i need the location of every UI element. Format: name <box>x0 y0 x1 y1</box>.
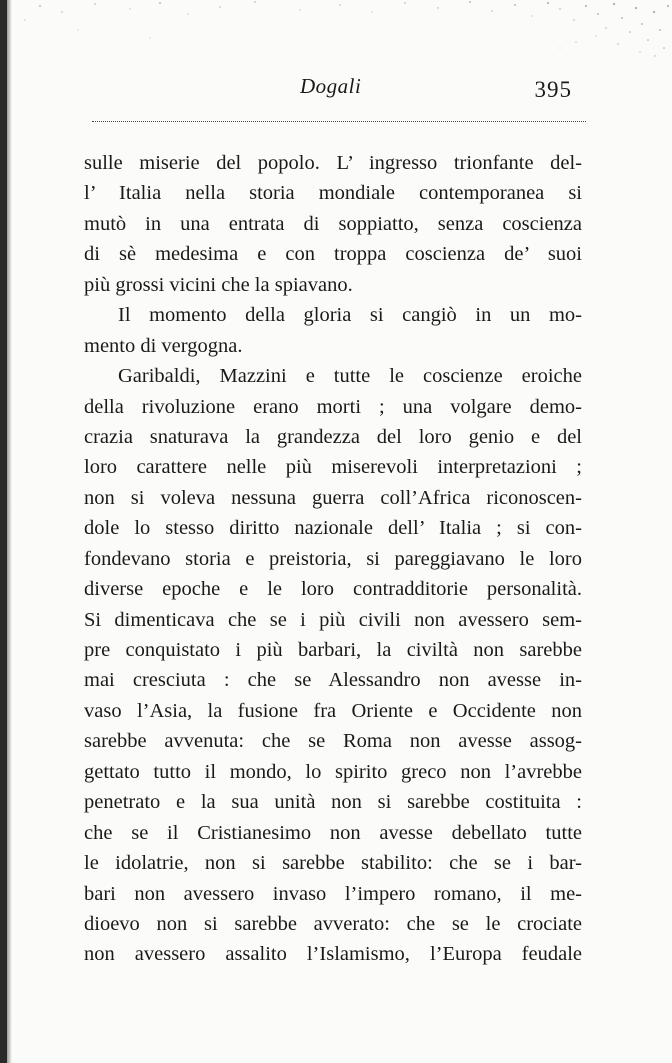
text-line: sarebbe avvenuta: che se Roma non avesse assog- <box>84 730 582 753</box>
page-number: 395 <box>534 77 572 102</box>
text-line: mutò in una entrata di soppiatto, senza coscienza <box>84 212 582 235</box>
text-line: l’ Italia nella storia mondiale contemporanea si <box>84 182 582 205</box>
text-line: Si dimenticava che se i più civili non avessero sem- <box>84 608 582 631</box>
text-line: dioevo non si sarebbe avverato: che se le crociate <box>84 912 582 935</box>
text-line: crazia snaturava la grandezza del loro genio e del <box>84 425 582 448</box>
text-line: non avessero assalito l’Islamismo, l’Europa feudale <box>84 943 582 966</box>
text-line: fondevano storia e preistoria, si pareggiavano le loro <box>84 547 582 570</box>
page-binding-shadow <box>7 0 12 1063</box>
header-dotted-rule <box>92 121 586 122</box>
text-line: le idolatrie, non si sarebbe stabilito: che se i bar- <box>84 852 582 875</box>
text-line: dole lo stesso diritto nazionale dell’ Italia ; si con- <box>84 517 582 540</box>
text-line: più grossi vicini che la spiavano. <box>84 273 353 296</box>
text-line: diverse epoche e le loro contradditorie personalità. <box>84 578 582 601</box>
body-text <box>84 148 582 970</box>
text-line: mai cresciuta : che se Alessandro non avesse in- <box>84 669 582 692</box>
text-line: mento di vergogna. <box>84 334 243 357</box>
page-header <box>90 74 586 106</box>
text-line: bari non avessero invaso l’impero romano, il me- <box>84 882 582 905</box>
text-line: non si voleva nessuna guerra coll’Africa riconoscen- <box>84 486 582 509</box>
paper-speckle-texture <box>0 0 672 60</box>
text-line: vaso l’Asia, la fusione fra Oriente e Occidente non <box>84 699 582 722</box>
text-line: gettato tutto il mondo, lo spirito greco non l’avrebbe <box>84 760 582 783</box>
text-line: della rivoluzione erano morti ; una volgare demo- <box>84 395 582 418</box>
text-line: sulle miserie del popolo. L’ ingresso trionfante del- <box>84 152 582 174</box>
text-line: pre conquistato i più barbari, la civiltà non sarebbe <box>84 639 582 661</box>
text-line: loro carattere nelle più miserevoli interpretazioni ; <box>84 456 582 479</box>
text-line: penetrato e la sua unità non si sarebbe costituita : <box>84 791 582 814</box>
text-line: Garibaldi, Mazzini e tutte le coscienze eroiche <box>118 365 582 388</box>
running-title: Dogali <box>300 74 362 98</box>
page-binding-edge <box>0 0 7 1063</box>
text-line: Il momento della gloria si cangiò in un mo- <box>118 304 582 327</box>
text-line: di sè medesima e con troppa coscienza de’ suoi <box>84 243 582 266</box>
text-line: che se il Cristianesimo non avesse debellato tutte <box>84 821 582 844</box>
